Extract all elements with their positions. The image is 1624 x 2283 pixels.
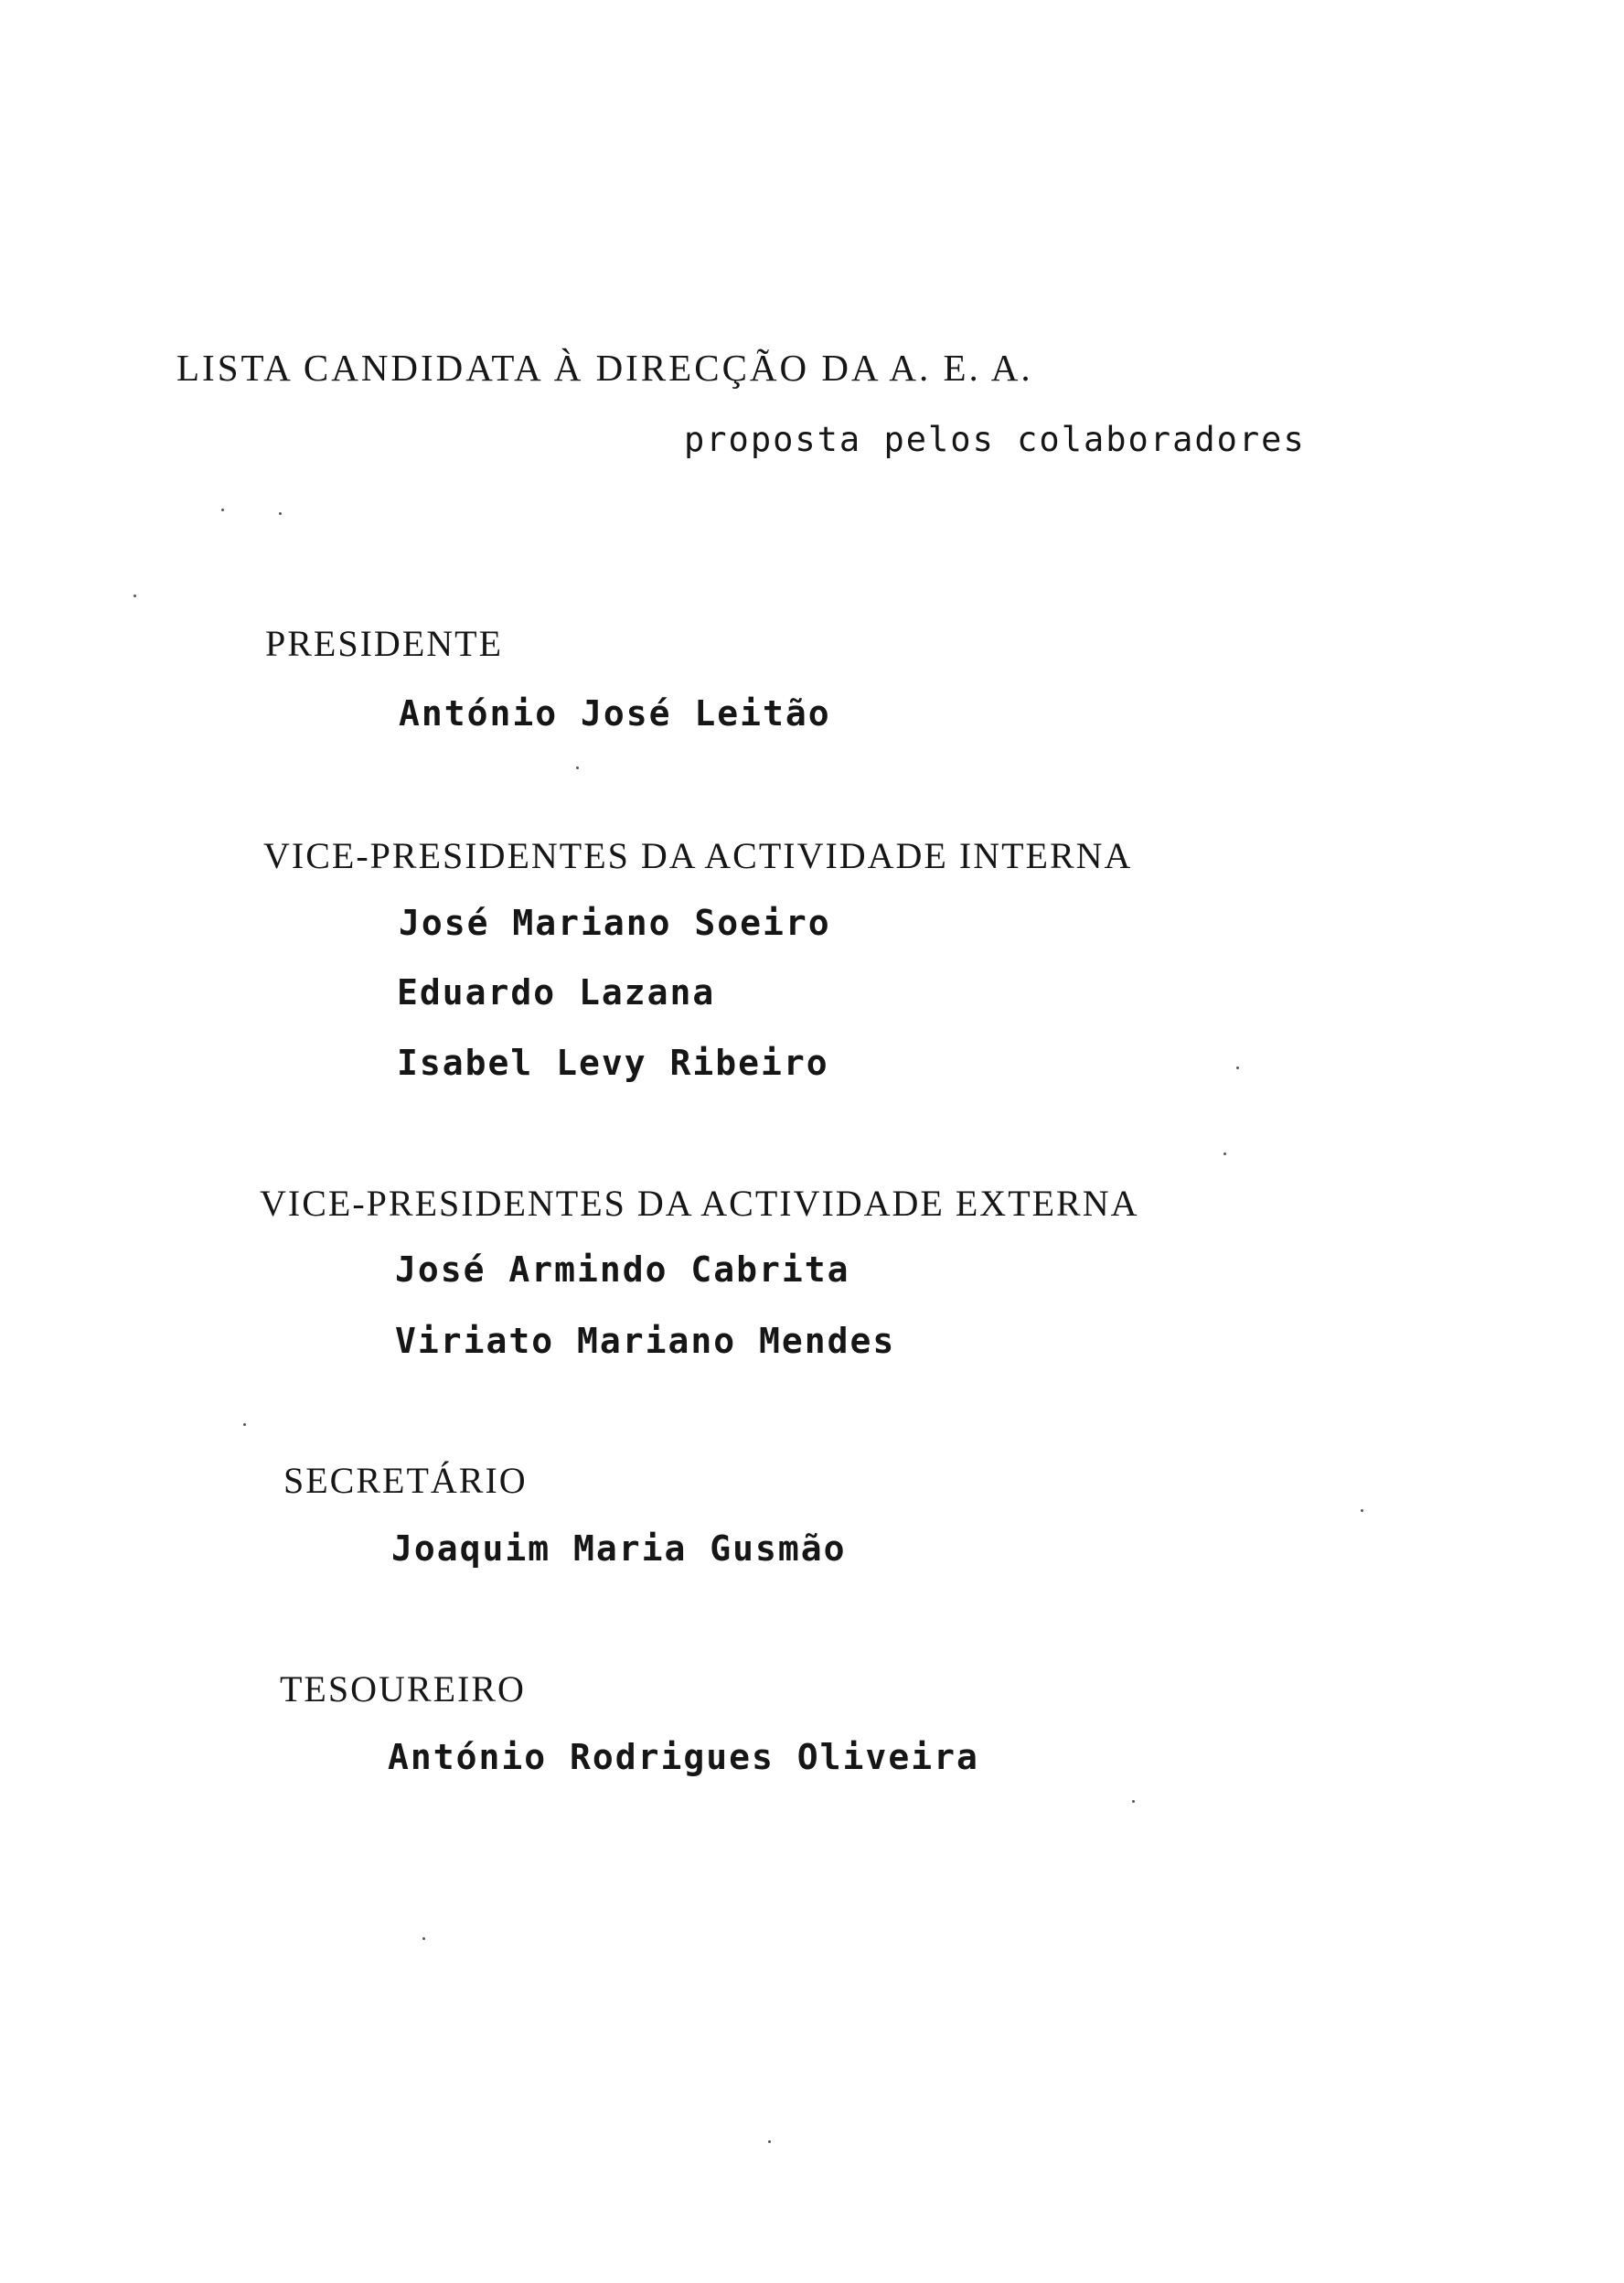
section-heading-vp-interna: VICE-PRESIDENTES DA ACTIVIDADE INTERNA — [263, 835, 1133, 876]
scan-speck — [1361, 1509, 1363, 1512]
scan-speck — [768, 2140, 771, 2143]
member-name: José Mariano Soeiro — [399, 903, 831, 943]
scan-speck — [134, 595, 136, 597]
member-name: Isabel Levy Ribeiro — [397, 1043, 829, 1083]
member-name: António José Leitão — [399, 693, 831, 734]
scan-speck — [243, 1423, 246, 1426]
section-heading-tesoureiro: TESOUREIRO — [280, 1668, 526, 1710]
member-name: Eduardo Lazana — [397, 972, 716, 1013]
member-name: Viriato Mariano Mendes — [395, 1321, 896, 1361]
scan-speck — [1132, 1800, 1135, 1803]
member-name: José Armindo Cabrita — [395, 1249, 850, 1290]
scan-speck — [221, 509, 224, 511]
section-heading-vp-externa: VICE-PRESIDENTES DA ACTIVIDADE EXTERNA — [260, 1183, 1139, 1224]
document-subtitle: proposta pelos colaboradores — [684, 420, 1306, 459]
scan-speck — [576, 766, 579, 769]
scan-speck — [1236, 1066, 1239, 1069]
section-heading-presidente: PRESIDENTE — [265, 623, 503, 664]
section-heading-secretario: SECRETÁRIO — [283, 1460, 528, 1501]
scan-speck — [422, 1937, 425, 1940]
member-name: António Rodrigues Oliveira — [388, 1737, 979, 1777]
member-name: Joaquim Maria Gusmão — [391, 1528, 847, 1569]
scan-speck — [1223, 1152, 1226, 1155]
document-title: LISTA CANDIDATA À DIRECÇÃO DA A. E. A. — [176, 347, 1033, 389]
scan-speck — [279, 512, 282, 515]
